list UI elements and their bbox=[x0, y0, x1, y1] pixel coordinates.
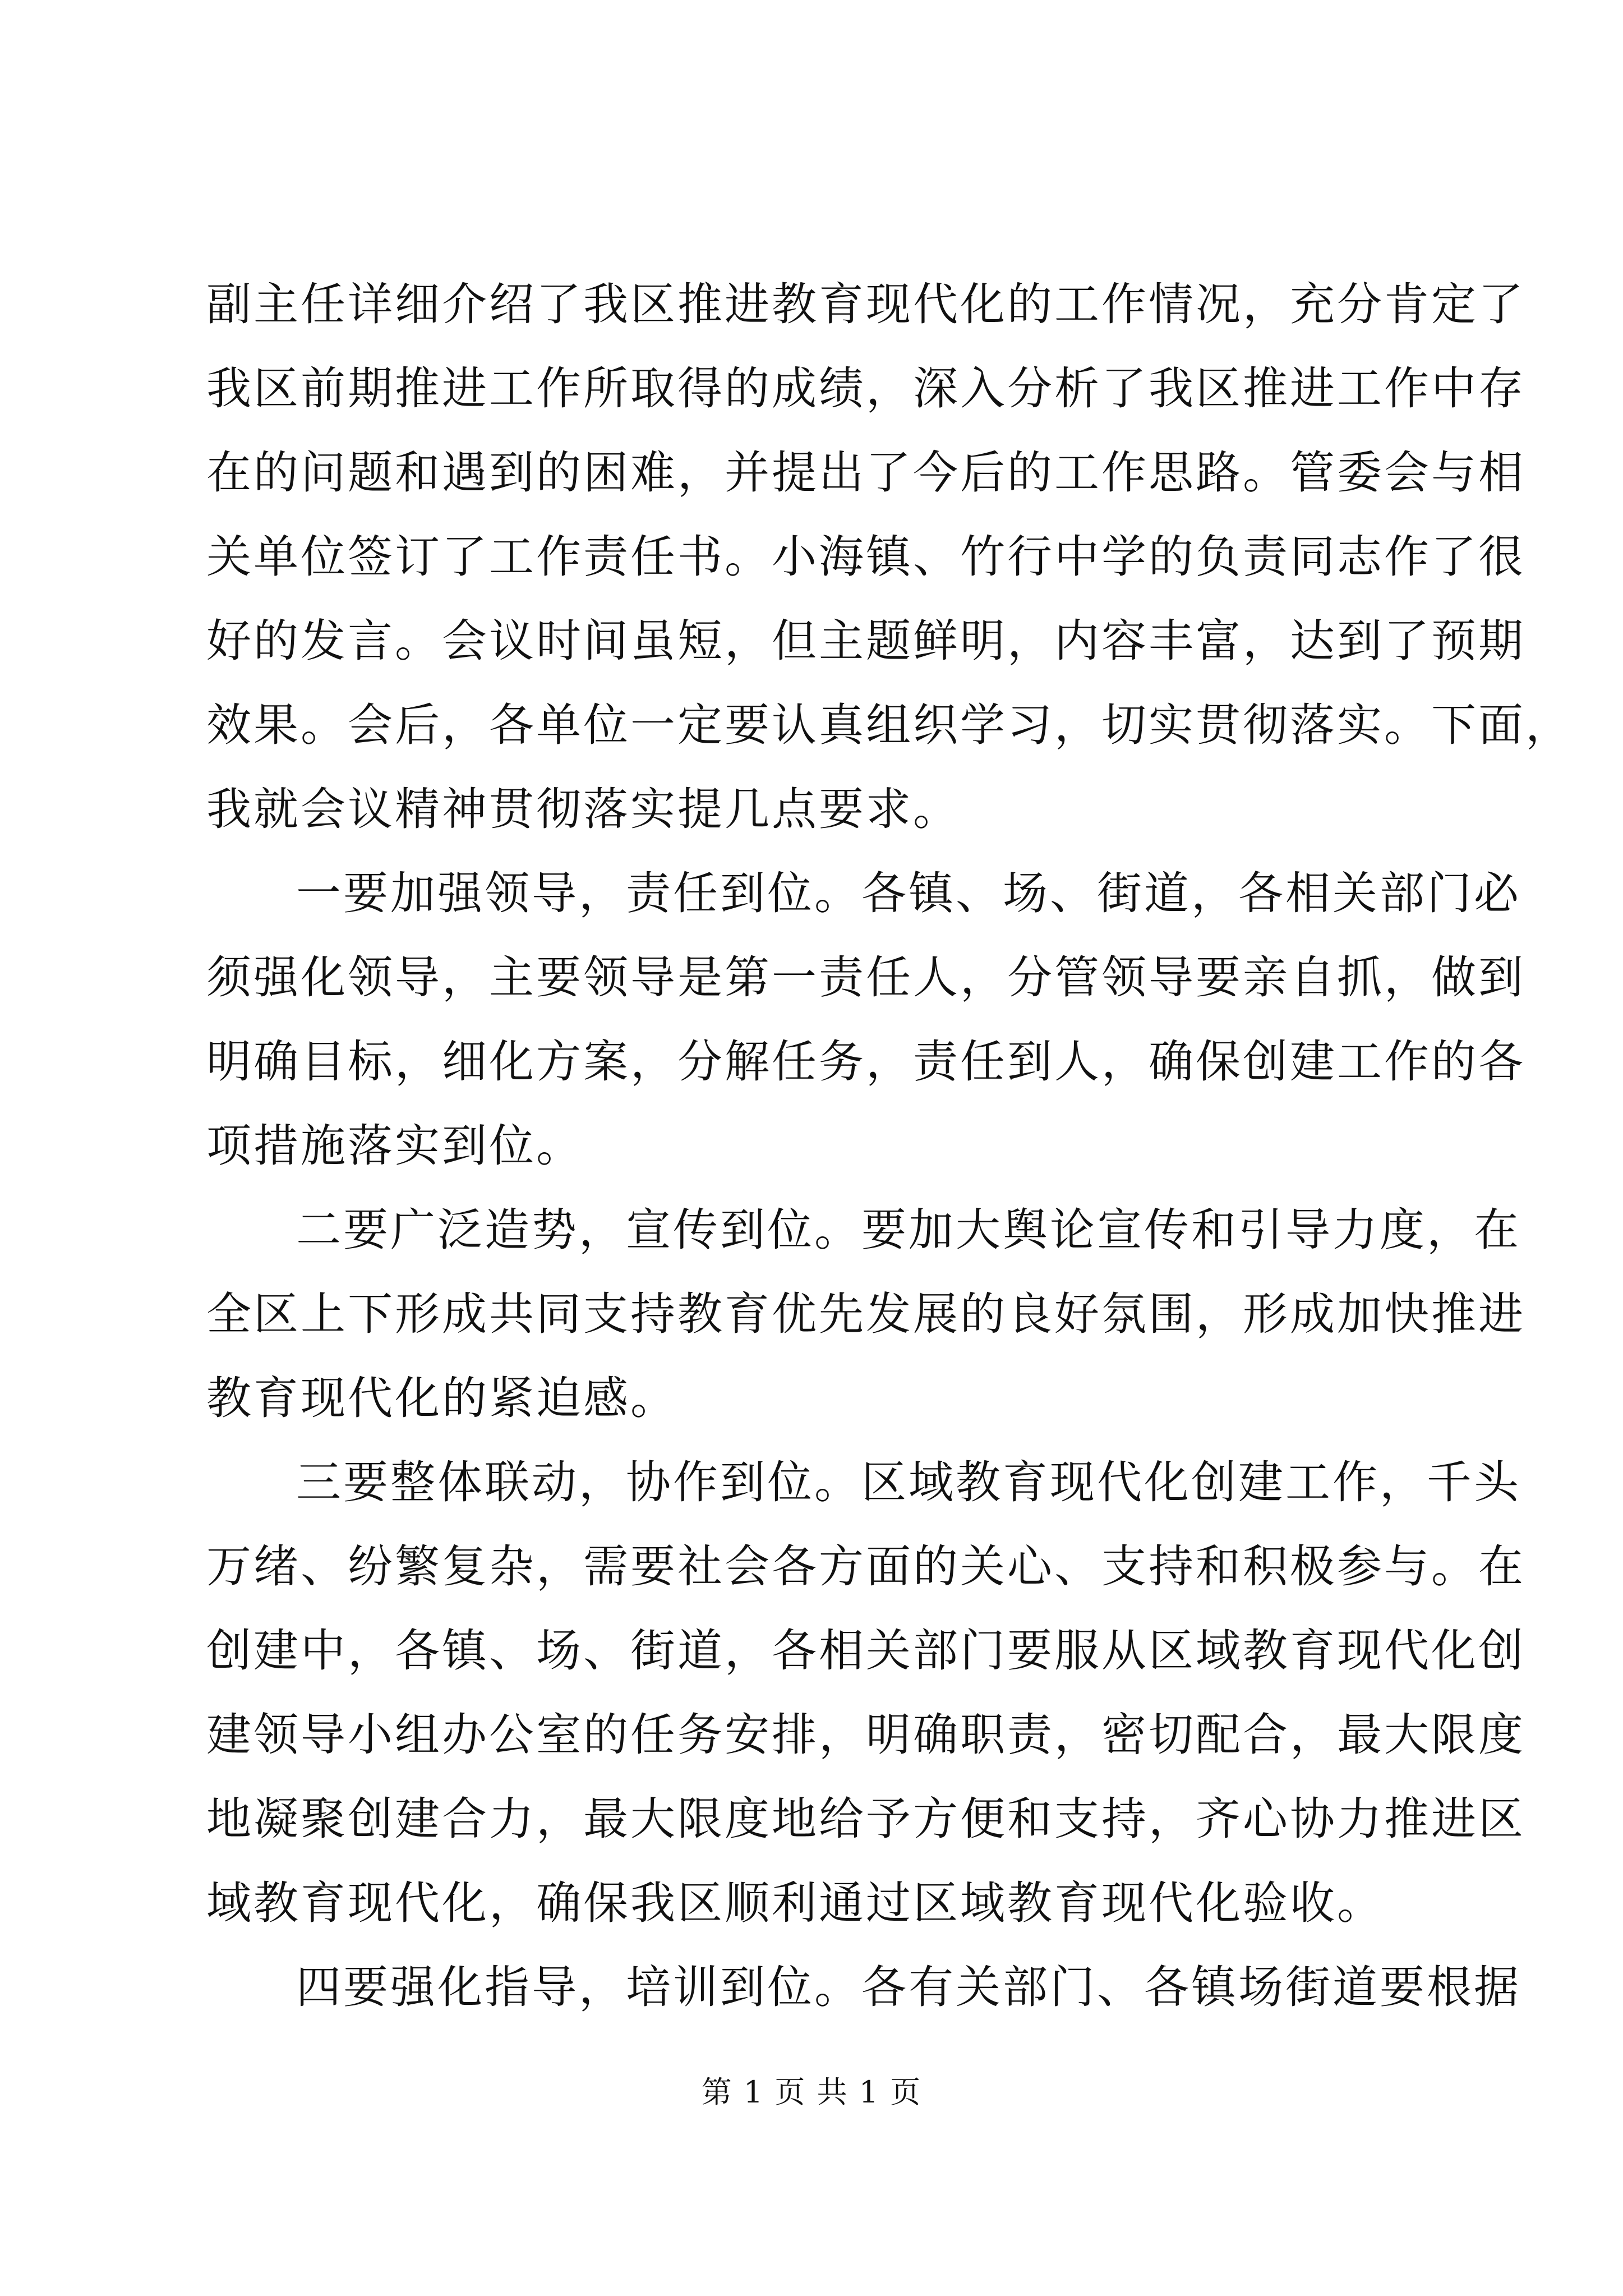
text-line: 一要加强领导，责任到位。各镇、场、街道，各相关部门必 bbox=[296, 867, 1521, 919]
text-line: 副主任详细介绍了我区推进教育现代化的工作情况，充分肯定了 bbox=[206, 278, 1525, 330]
text-line: 三要整体联动，协作到位。区域教育现代化创建工作，千头 bbox=[296, 1456, 1521, 1508]
text-line: 我就会议精神贯彻落实提几点要求。 bbox=[206, 783, 960, 835]
text-line: 万绪、纷繁复杂，需要社会各方面的关心、支持和积极参与。在 bbox=[206, 1540, 1525, 1593]
document-body bbox=[206, 263, 1573, 2030]
text-line: 好的发言。会议时间虽短，但主题鲜明，内容丰富，达到了预期 bbox=[206, 615, 1525, 667]
text-line: 我区前期推进工作所取得的成绩，深入分析了我区推进工作中存 bbox=[206, 362, 1525, 415]
text-line: 创建中，各镇、场、街道，各相关部门要服从区域教育现代化创 bbox=[206, 1625, 1525, 1677]
text-line: 教育现代化的紧迫感。 bbox=[206, 1372, 677, 1424]
page-footer: 第 1 页 共 1 页 bbox=[701, 2074, 922, 2110]
text-line: 域教育现代化，确保我区顺利通过区域教育现代化验收。 bbox=[206, 1877, 1384, 1929]
text-line: 效果。会后，各单位一定要认真组织学习，切实贯彻落实。下面， bbox=[206, 699, 1573, 751]
text-line: 全区上下形成共同支持教育优先发展的良好氛围，形成加快推进 bbox=[206, 1288, 1525, 1340]
text-line: 四要强化指导，培训到位。各有关部门、各镇场街道要根据 bbox=[296, 1961, 1521, 2013]
text-line: 项措施落实到位。 bbox=[206, 1120, 583, 1172]
text-line: 地凝聚创建合力，最大限度地给予方便和支持，齐心协力推进区 bbox=[206, 1793, 1525, 1845]
paragraph bbox=[206, 1441, 1525, 1945]
text-line: 关单位签订了工作责任书。小海镇、竹行中学的负责同志作了很 bbox=[206, 531, 1525, 583]
text-line: 在的问题和遇到的困难，并提出了今后的工作思路。管委会与相 bbox=[206, 447, 1525, 499]
text-line: 建领导小组办公室的任务安排，明确职责，密切配合，最大限度 bbox=[206, 1709, 1525, 1761]
paragraph bbox=[206, 1188, 1525, 1441]
paragraph bbox=[206, 263, 1573, 852]
text-line: 明确目标，细化方案，分解任务，责任到人，确保创建工作的各 bbox=[206, 1036, 1525, 1088]
text-line: 二要广泛造势，宣传到位。要加大舆论宣传和引导力度，在 bbox=[296, 1204, 1521, 1256]
paragraph bbox=[206, 852, 1525, 1188]
paragraph bbox=[206, 1945, 1521, 2030]
text-line: 须强化领导，主要领导是第一责任人，分管领导要亲自抓，做到 bbox=[206, 951, 1525, 1004]
